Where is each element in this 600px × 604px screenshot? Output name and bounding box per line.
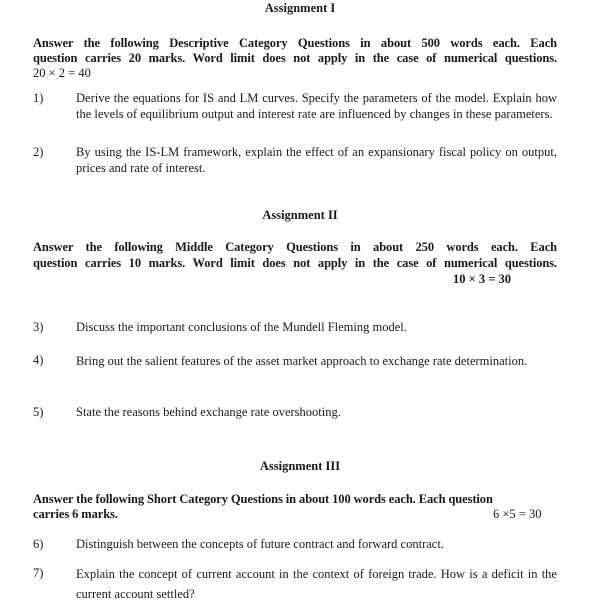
question-number: 5) [33, 405, 44, 419]
question-text: State the reasons behind exchange rate overshooting. [76, 405, 341, 419]
section-title-assignment-1: Assignment I [264, 1, 336, 15]
instruction-line-2: question carries 20 marks. Word limit does not apply in the case of numerical questions. [33, 51, 557, 65]
question-text: Distinguish between the concepts of future contract and forward contract. [76, 537, 444, 551]
question-number: 6) [33, 537, 44, 551]
instruction-line-1: Answer the following Descriptive Category Questions in about 500 words each. Each [33, 36, 557, 50]
marks-summary: 6 ×5 = 30 [493, 507, 542, 521]
question-text: Bring out the salient features of the asset market approach to exchange rate determination. [76, 354, 528, 368]
question-text: Discuss the important conclusions of the Mundell Fleming model. [76, 320, 407, 334]
section-title-assignment-2: Assignment II [262, 208, 338, 222]
question-number: 7) [33, 566, 44, 580]
question-number: 2) [33, 145, 44, 159]
instruction-line-1: Answer the following Short Category Questions in about 100 words each. Each question [33, 492, 493, 506]
section-title-assignment-3: Assignment III [259, 459, 341, 473]
marks-summary: 10 × 3 = 30 [453, 272, 511, 286]
marks-summary: 20 × 2 = 40 [33, 66, 91, 80]
question-text: Derive the equations for IS and LM curves. Specify the parameters of the model. Explain how the levels of equilibrium output and interest rate are influenced by changes in these parameters. [76, 91, 557, 121]
question-text: Explain the concept of current account in the context of foreign trade. How is a deficit in the current account settled? [76, 567, 557, 601]
question-number: 4) [33, 353, 44, 367]
instruction-line-1: Answer the following Middle Category Questions in about 250 words each. Each [33, 240, 557, 254]
question-text: By using the IS-LM framework, explain the effect of an expansionary fiscal policy on output, prices and rate of interest. [76, 145, 557, 175]
instruction-line-2: question carries 10 marks. Word limit does not apply in the case of numerical questions. [33, 256, 557, 270]
question-number: 1) [33, 91, 44, 105]
question-number: 3) [33, 320, 44, 334]
instruction-line-2: carries 6 marks. [33, 507, 118, 521]
